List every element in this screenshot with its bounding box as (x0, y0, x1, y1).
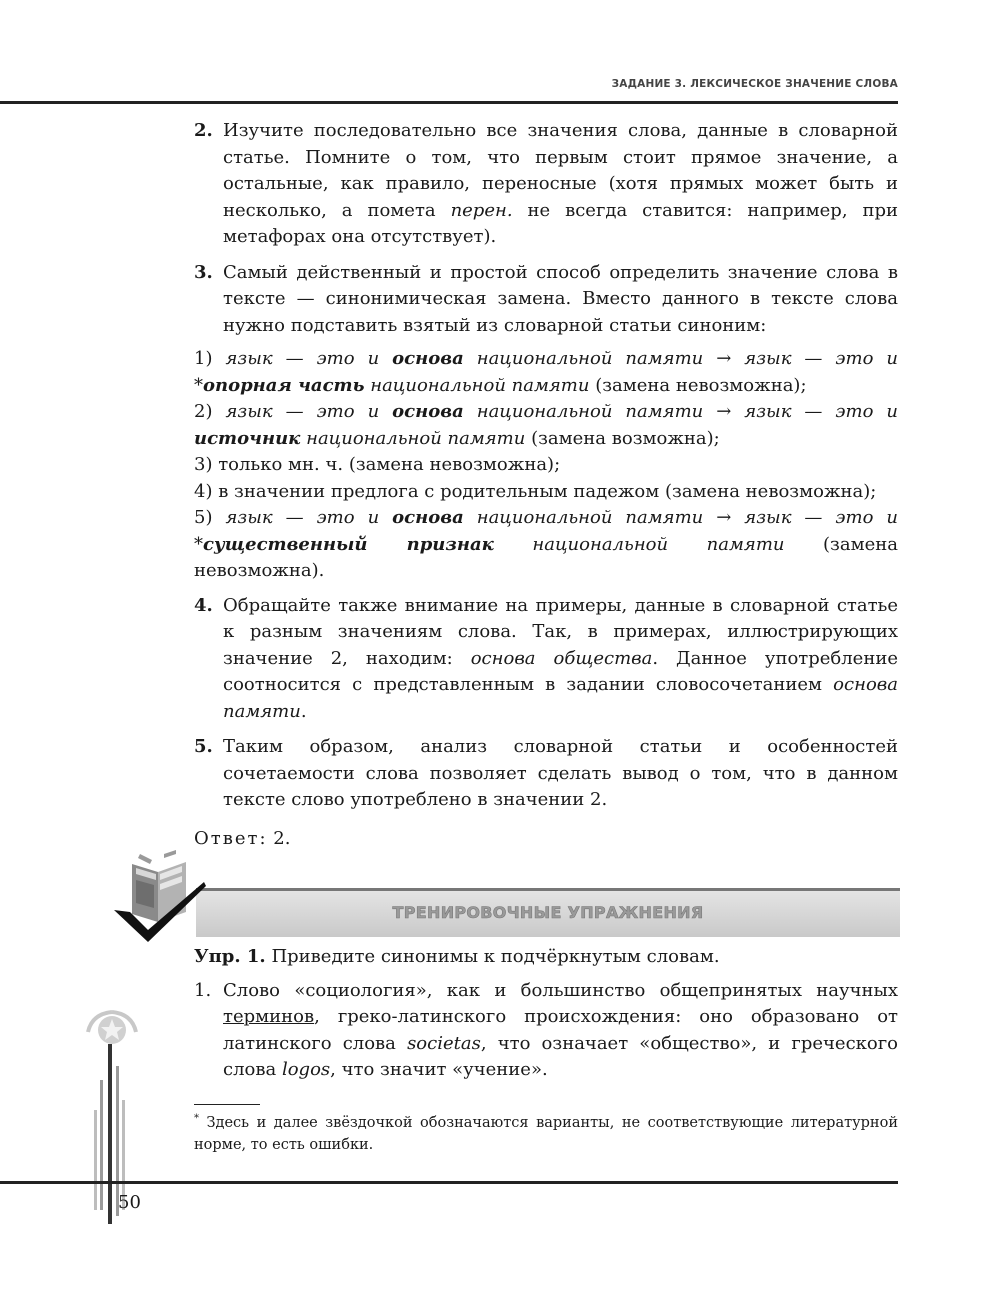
open-book-icon (110, 850, 210, 945)
star-emblem-icon (82, 1010, 152, 1225)
training-banner (110, 850, 900, 945)
step-number: 2. (194, 120, 213, 141)
footnote-rule (194, 1104, 260, 1105)
substitution-list (194, 346, 898, 585)
substitution-item: 2) язык — это и основа национальной памяти → язык — это и источник национальной памяти (замена возможна); (194, 401, 898, 449)
banner-bar (196, 888, 900, 937)
banner-title: ТРЕНИРОВОЧНЫЕ УПРАЖНЕНИЯ (392, 903, 704, 922)
footer-rule (0, 1181, 898, 1184)
exercise-label: Упр. 1. (194, 946, 266, 967)
header-rule (0, 101, 898, 104)
step-number: 5. (194, 736, 213, 757)
exercise-task: Приведите синонимы к подчёркнутым словам. (271, 946, 720, 967)
answer-line (194, 826, 898, 853)
exercises (194, 944, 898, 1084)
exercise-heading (194, 944, 898, 971)
step-number: 3. (194, 261, 213, 283)
substitution-item: 4) в значении предлога с родительным падежом (замена невозможна); (194, 480, 877, 502)
main-content (194, 118, 898, 852)
step-text: Изучите последовательно все значения слова, данные в словарной статье. Помните о том, что первым стоит прямое значение, а остальные, как правило, переносные (хотя прямых может быть и несколько, а помета перен. не всегда ставится: например, при метафорах она отсутствует). (223, 120, 898, 247)
step-3 (194, 260, 898, 340)
step-2 (194, 118, 898, 251)
step-4 (194, 593, 898, 726)
step-text: Самый действенный и простой способ определить значение слова в тексте — синонимическая замена. Вместо данного в тексте слова нужно подставить взятый из словарной статьи синоним: (223, 261, 898, 336)
step-text: Обращайте также внимание на примеры, данные в словарной статье к разным значениям слова. Так, в примерах, иллюстрирующих значение 2, находим: основа общества. Данное употребление соотносится с представленным в задании словосочетанием основа памяти. (223, 594, 898, 722)
exercise-item (194, 978, 898, 1084)
answer-value: 2. (273, 827, 291, 849)
substitution-item: 1) язык — это и основа национальной памяти → язык — это и *опорная часть национальной памяти (замена невозможна); (194, 348, 898, 396)
step-number: 4. (194, 594, 213, 616)
substitution-item: 5) язык — это и основа национальной памяти → язык — это и *существенный признак национальной памяти (замена невозможна). (194, 507, 898, 581)
page-number: 50 (118, 1192, 141, 1213)
exercise-item-number: 1. (194, 979, 212, 1001)
footnote: * Здесь и далее звёздочкой обозначаются варианты, не соответствующие литературной норме, то есть ошибки. (194, 1113, 898, 1153)
exercise-item-text: Слово «социология», как и большинство общепринятых научных терминов, греко-латинского происхождения: оно образовано от латинского слова societas, что означает «общество», и греческого слова logos, что значит «учение». (223, 979, 899, 1080)
answer-label: Ответ: (194, 827, 268, 849)
step-text: Таким образом, анализ словарной статьи и особенностей сочетаемости слова позволяет сделать вывод о том, что в данном тексте слово употреблено в значении 2. (223, 736, 898, 810)
substitution-item: 3) только мн. ч. (замена невозможна); (194, 454, 561, 475)
step-5 (194, 734, 898, 814)
running-header: ЗАДАНИЕ 3. ЛЕКСИЧЕСКОЕ ЗНАЧЕНИЕ СЛОВА (611, 78, 898, 90)
